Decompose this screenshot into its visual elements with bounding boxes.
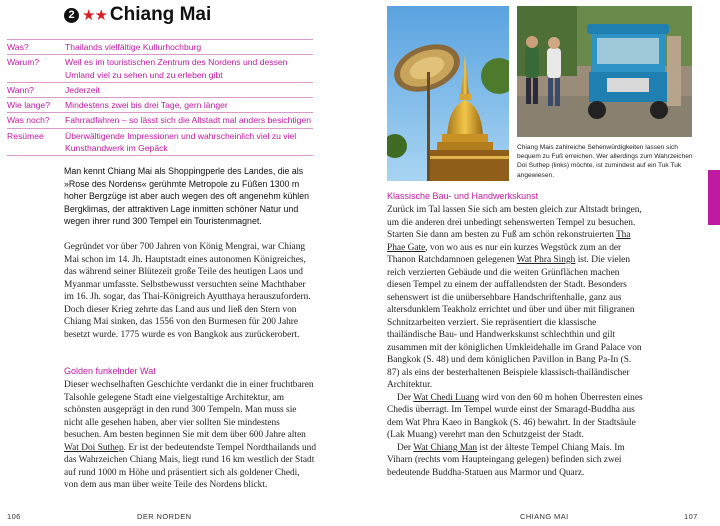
chapter-tab <box>708 170 720 225</box>
page-number-left: 106 <box>7 512 21 521</box>
link-tha-phae-gate[interactable]: Tha Phae Gate <box>387 230 631 253</box>
body-paragraph-1: Gegründet vor über 700 Jahren von König Mengrai, war Chiang Mai schon im 14. Jh. Hauptstadt eines autonomen Königreiches, das während seiner Blütezeit große Teile des heutigen Laos und Myanmar umfasste. Selbstbewusst versuchten seine Machthaber im 16. Jh. sogar, das Thai-Königreich Ayutthaya herauszufordern. Doch dieser Krieg zehrte das Land aus und ließ den Stern von Chiang Mai sinken, das 1556 von den Burmesen für 200 Jahre besetzt wurde. 1775 wurde es von Bangkok aus zurückerobert. <box>64 242 311 340</box>
fact-row <box>7 39 313 54</box>
link-wat-phra-singh[interactable]: Wat Phra Singh <box>516 255 576 265</box>
golden-chedi-photo <box>387 6 509 181</box>
body-paragraph-right-1: Zurück im Tal lassen Sie sich am besten gleich zur Altstadt bringen, um die anderen drei unbedingt sehenswerten Tempel zu besuchen. Starten Sie dann am besten zu Fuß am schön rekonstruierten Tha Phae Gate, von wo aus es nur ein kurzes Wegstück zum an der Thanon Ratchdamnoen gelegenen Wat Phra Singh ist. Die vielen reich verzierten Gebäude und die weiten Grünflächen machen diesen Tempel zu einem der auffallendsten der Stadt. Besonders sehenswert ist die unübersehbare Handschriftenhalle, ganz aus altersdunklem Teakholz errichtet und über und über mit filigranen Schnitzarbeiten verziert. Sie repräsentiert die klassische thailändische Bau- und Handwerkskunst schlechthin und gilt zusammen mit der königlichen Umkleidehalle im Grand Palace von Bangkok (S. 48) und dem königlichen Pavillon in Bang Pa-In (S. 87) als eins der besterhaltenen Beispiele klassisch-thailändischer Architektur. Der Wat Chedi Luang wird von den 60 m hohen Überresten eines Chedis überragt. Im Tempel wurde einst der Smaragd-Buddha aus dem Wat Phra Kaeo in Bangkok (S. 46) bewahrt. In der Stadtsäule (Lak Muang) verehrt man den Schutzgeist der Stadt. Der Wat Chiang Man ist der älteste Tempel Chiang Mais. Im Viharn (rechts vom Haupteingang gelegen) befinden sich zwei bedeutende Buddha-Statuen aus Marmor und Quarz. <box>387 205 643 478</box>
star-rating-icon: ★★ <box>82 5 107 24</box>
fact-row <box>7 97 313 112</box>
fact-label: Was? <box>7 42 29 52</box>
fact-value: Überwältigende Impressionen und wahrscheinlich viel zu viel Kunsthandwerk im Gepäck <box>65 130 297 154</box>
fact-label: Was noch? <box>7 115 50 126</box>
photo-caption: Chiang Mais zahlreiche Sehenwürdigkeiten lassen sich bequem zu Fuß erreichen. Wer allerdings zum Wahrzeichen Doi Suthep (links) möchte, ist zumindest auf ein Tuk Tuk angewiesen. <box>517 144 693 179</box>
fact-label: Wie lange? <box>7 100 50 111</box>
fact-value: Mindestens zwei bis drei Tage, gern länger <box>65 100 228 111</box>
fact-label: Wann? <box>7 84 34 95</box>
fact-row <box>7 54 313 82</box>
section-title <box>64 4 211 26</box>
fact-label: Resümee <box>7 130 44 141</box>
running-head-right: CHIANG MAI <box>520 512 569 521</box>
fact-value: Weil es im touristischen Zentrum des Nordens und dessen Umland viel zu sehen und zu erleben gibt <box>65 57 288 80</box>
fact-row <box>7 128 313 157</box>
link-wat-doi-suthep[interactable]: Wat Doi Suthep <box>64 442 124 453</box>
subhead-bau-handwerk: Klassische Bau- und Handwerkskunst <box>387 191 539 201</box>
tuk-tuk-street-photo <box>517 6 692 137</box>
page-title: Chiang Mai <box>109 4 212 25</box>
fact-value: Jederzeit <box>65 84 100 95</box>
fact-row <box>7 112 313 127</box>
running-head-left: DER NORDEN <box>137 512 192 521</box>
link-wat-chedi-luang[interactable]: Wat Chedi Luang <box>413 392 480 403</box>
fact-label: Warum? <box>7 57 40 68</box>
body-paragraph-2: Dieser wechselhaften Geschichte verdankt die in einer fruchtbaren Talsohle gelegene Stadt eine vielgestaltige Architektur, am schönsten ausgeprägt in den rund 300 Tempeln. Man muss sie nicht alle gesehen haben, aber vier sollten Sie mindestens besuchen. Am besten beginnen Sie mit dem über 600 Jahre alten Wat Doi Suthep. Er ist der bedeutendste Tempel Nordthailands und das Wahrzeichen Chiang Mais, liegt rund 16 km westlich der Stadt auf rund 1000 m Höhe und präsentiert sich als goldener Chedi, von dem aus man über weite Teile des Nordens blickt. <box>64 380 317 490</box>
subhead-golden-wat: Golden funkelnder Wat <box>64 366 156 376</box>
fact-value: Thailands vielfältige Kulturhochburg <box>65 42 202 52</box>
link-wat-chiang-man[interactable]: Wat Chiang Man <box>413 442 478 453</box>
number-badge: 2 <box>64 8 79 23</box>
facts-table <box>7 39 313 156</box>
fact-value: Fahrradfahren – so lässt sich die Altstadt mal anders besichtigen <box>65 115 312 126</box>
page-number-right: 107 <box>684 512 698 521</box>
fact-row <box>7 82 313 97</box>
lead-paragraph: Man kennt Chiang Mai als Shoppingperle des Landes, die als »Rose des Nordens« gerühmte Metropole zu Füßen 1300 m hoher Bergzüge ist aber auch wegen des oft angenehm kühlen Bergklimas, der attraktiven Lage inmitten schöner Natur und wegen ihrer rund 300 Tempel ein Touristenmagnet. <box>64 166 310 227</box>
